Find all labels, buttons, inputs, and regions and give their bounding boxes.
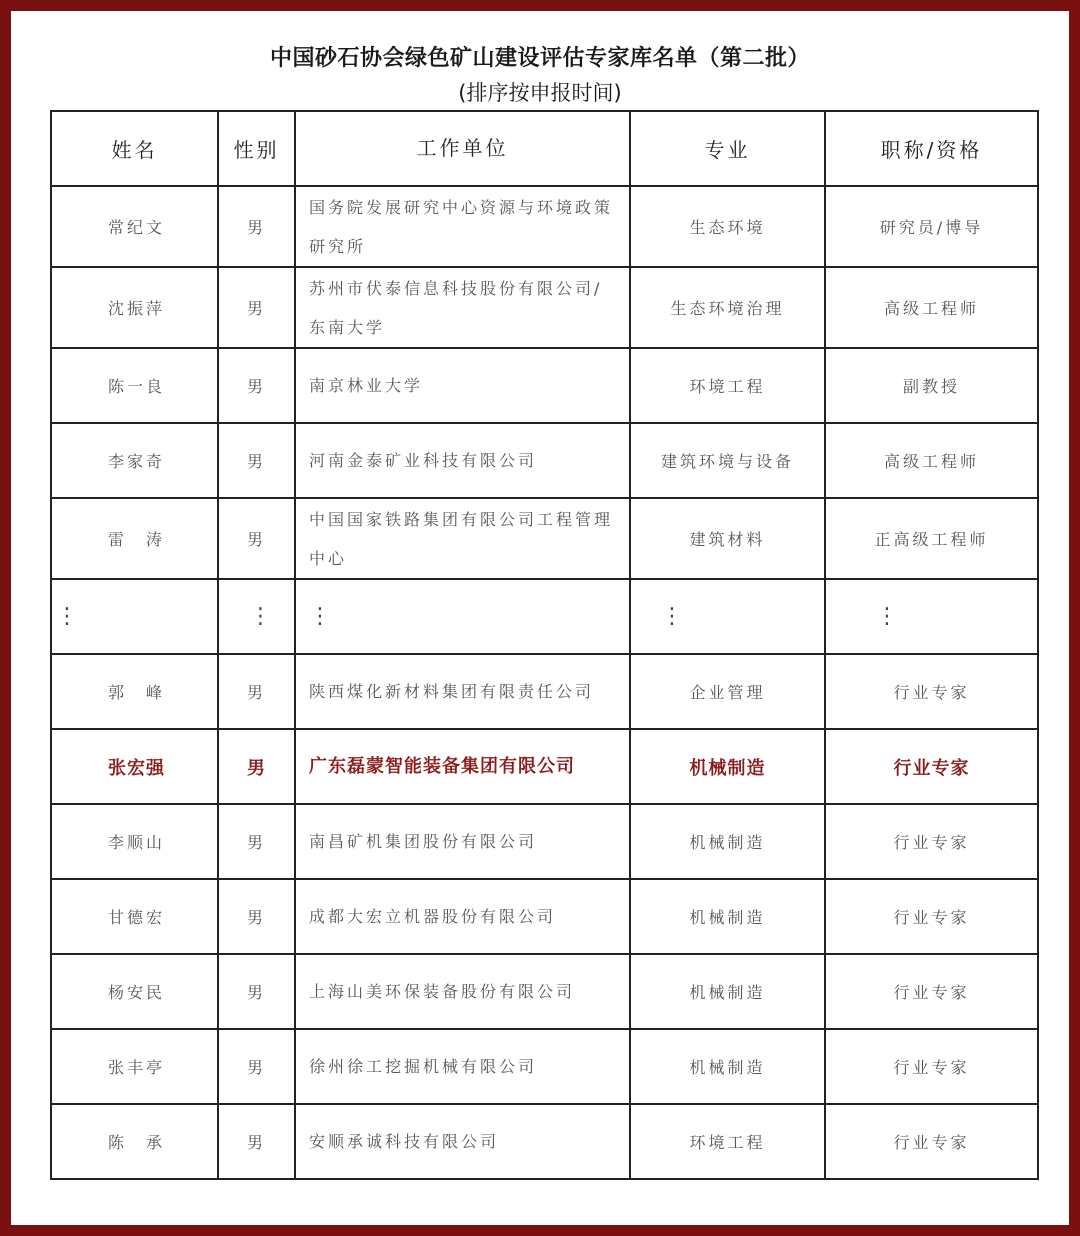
- cell-name: 李顺山: [51, 804, 218, 879]
- cell-name: 李家奇: [51, 423, 218, 498]
- cell-major: 环境工程: [630, 1104, 825, 1179]
- cell-title: 行业专家: [825, 654, 1038, 729]
- table-header-row: [51, 111, 1038, 186]
- cell-name: 沈振萍: [51, 267, 218, 348]
- cell-major: 机械制造: [630, 729, 825, 804]
- cell-title: 行业专家: [825, 1104, 1038, 1179]
- cell-title: 行业专家: [825, 729, 1038, 804]
- table-row: [51, 1104, 1038, 1179]
- cell-gender: 男: [218, 186, 295, 267]
- cell-title: 行业专家: [825, 879, 1038, 954]
- cell-major: 建筑材料: [630, 498, 825, 579]
- cell-gender: 男: [218, 1104, 295, 1179]
- cell-gender: 男: [218, 267, 295, 348]
- cell-gender: 男: [218, 804, 295, 879]
- cell-unit: 国务院发展研究中心资源与环境政策研究所: [295, 186, 630, 267]
- header-unit: 工作单位: [295, 111, 630, 186]
- cell-unit: 安顺承诚科技有限公司: [295, 1104, 630, 1179]
- cell-gender: 男: [218, 1029, 295, 1104]
- cell-unit: 南京林业大学: [295, 348, 630, 423]
- cell-unit: 成都大宏立机器股份有限公司: [295, 879, 630, 954]
- cell-name: 陈 承: [51, 1104, 218, 1179]
- cell-title: 高级工程师: [825, 267, 1038, 348]
- header-gender: 性别: [218, 111, 295, 186]
- cell-ellipsis: [630, 579, 825, 654]
- cell-major: 生态环境治理: [630, 267, 825, 348]
- table-row-highlighted: [51, 729, 1038, 804]
- table-row: [51, 954, 1038, 1029]
- cell-gender: 男: [218, 954, 295, 1029]
- cell-name: 陈一良: [51, 348, 218, 423]
- table-row: [51, 423, 1038, 498]
- table-row: [51, 498, 1038, 579]
- table-row: [51, 348, 1038, 423]
- cell-ellipsis: [295, 579, 630, 654]
- cell-unit: 陕西煤化新材料集团有限责任公司: [295, 654, 630, 729]
- cell-unit: 广东磊蒙智能装备集团有限公司: [295, 729, 630, 804]
- cell-name: 张宏强: [51, 729, 218, 804]
- cell-ellipsis: [825, 579, 1038, 654]
- cell-unit: 徐州徐工挖掘机械有限公司: [295, 1029, 630, 1104]
- document-subtitle: (排序按申报时间): [458, 81, 622, 105]
- cell-unit: 上海山美环保装备股份有限公司: [295, 954, 630, 1029]
- cell-gender: 男: [218, 348, 295, 423]
- table-row: [51, 879, 1038, 954]
- table-row-ellipsis: [51, 579, 1038, 654]
- cell-ellipsis: [51, 579, 218, 654]
- cell-name: 张丰亭: [51, 1029, 218, 1104]
- expert-table: [50, 110, 1039, 1180]
- cell-unit: 河南金泰矿业科技有限公司: [295, 423, 630, 498]
- cell-major: 机械制造: [630, 954, 825, 1029]
- cell-name: 郭 峰: [51, 654, 218, 729]
- cell-major: 生态环境: [630, 186, 825, 267]
- cell-gender: 男: [218, 423, 295, 498]
- vertical-ellipsis-icon: ⋮: [876, 604, 898, 629]
- cell-name: 甘德宏: [51, 879, 218, 954]
- table-row: [51, 1029, 1038, 1104]
- cell-ellipsis: [218, 579, 295, 654]
- table-row: [51, 186, 1038, 267]
- cell-gender: 男: [218, 654, 295, 729]
- cell-unit: 中国国家铁路集团有限公司工程管理中心: [295, 498, 630, 579]
- cell-title: 行业专家: [825, 1029, 1038, 1104]
- cell-title: 高级工程师: [825, 423, 1038, 498]
- table-row: [51, 267, 1038, 348]
- cell-title: 正高级工程师: [825, 498, 1038, 579]
- cell-title: 副教授: [825, 348, 1038, 423]
- cell-major: 企业管理: [630, 654, 825, 729]
- cell-major: 机械制造: [630, 1029, 825, 1104]
- header-name: 姓名: [51, 111, 218, 186]
- header-major: 专业: [630, 111, 825, 186]
- cell-title: 研究员/博导: [825, 186, 1038, 267]
- cell-gender: 男: [218, 879, 295, 954]
- cell-gender: 男: [218, 729, 295, 804]
- cell-unit: 苏州市伏泰信息科技股份有限公司/东南大学: [295, 267, 630, 348]
- vertical-ellipsis-icon: ⋮: [661, 604, 683, 629]
- cell-name: 常纪文: [51, 186, 218, 267]
- cell-major: 建筑环境与设备: [630, 423, 825, 498]
- table-row: [51, 804, 1038, 879]
- vertical-ellipsis-icon: ⋮: [56, 604, 78, 629]
- cell-title: 行业专家: [825, 954, 1038, 1029]
- vertical-ellipsis-icon: ⋮: [249, 604, 272, 629]
- cell-major: 环境工程: [630, 348, 825, 423]
- cell-name: 杨安民: [51, 954, 218, 1029]
- cell-name: 雷 涛: [51, 498, 218, 579]
- cell-major: 机械制造: [630, 879, 825, 954]
- cell-gender: 男: [218, 498, 295, 579]
- cell-title: 行业专家: [825, 804, 1038, 879]
- cell-major: 机械制造: [630, 804, 825, 879]
- table-row: [51, 654, 1038, 729]
- vertical-ellipsis-icon: ⋮: [309, 604, 331, 629]
- cell-unit: 南昌矿机集团股份有限公司: [295, 804, 630, 879]
- document-page: [11, 11, 1069, 1225]
- document-title: 中国砂石协会绿色矿山建设评估专家库名单（第二批）: [269, 46, 810, 71]
- header-title: 职称/资格: [825, 111, 1038, 186]
